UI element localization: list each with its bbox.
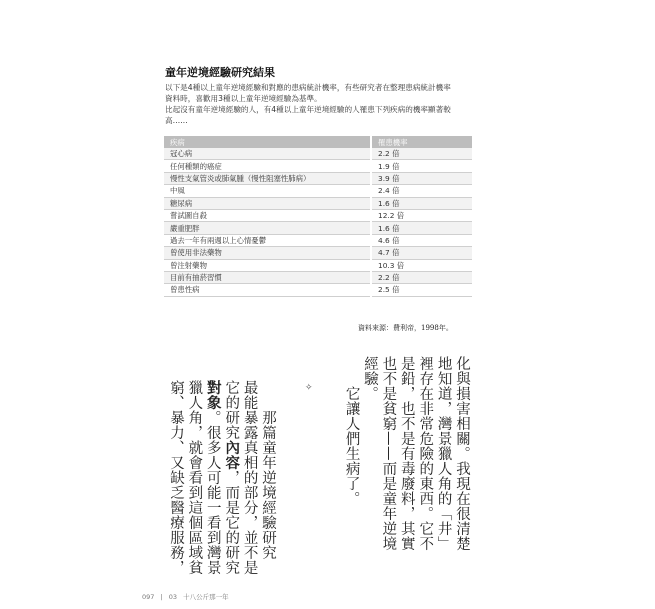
header-disease: 疾病 xyxy=(164,136,371,148)
table-row xyxy=(164,185,472,197)
table-row xyxy=(164,259,472,271)
disease-cell: 慢性支氣管炎或肺氣腫（慢性阻塞性肺病） xyxy=(164,172,371,184)
disease-cell: 曾患性病 xyxy=(164,284,371,296)
vertical-line: 經驗。 xyxy=(361,356,378,401)
intro-text xyxy=(165,82,495,126)
vertical-line: 最能暴露真相的部分，並不是 xyxy=(241,380,258,575)
vertical-text-right xyxy=(342,356,471,551)
disease-risk-table xyxy=(164,136,472,297)
risk-cell: 1.6 倍 xyxy=(371,222,472,234)
table-row xyxy=(164,271,472,283)
table-row xyxy=(164,234,472,246)
table-row xyxy=(164,172,472,184)
chapter-title: 十八公斤那一年 xyxy=(183,593,229,601)
vertical-line: 也不是貧窮——而是童年逆境 xyxy=(380,356,397,551)
disease-cell: 過去一年有兩週以上心情憂鬱 xyxy=(164,234,371,246)
disease-cell: 曾注射藥物 xyxy=(164,259,371,271)
table-row xyxy=(164,148,472,160)
vertical-line: 獵人角，就會看到這個區域貧 xyxy=(186,380,203,575)
table-row xyxy=(164,222,472,234)
risk-cell: 1.9 倍 xyxy=(371,160,472,172)
disease-cell: 中風 xyxy=(164,185,371,197)
vertical-line: 化與損害相關。我現在很清楚 xyxy=(454,356,470,551)
intro-line: 資料時，喜歡用3種以上童年逆境經驗為基準。 xyxy=(165,94,322,103)
page-number: 097 xyxy=(142,593,155,601)
risk-cell: 3.9 倍 xyxy=(371,172,472,184)
table-row xyxy=(164,160,472,172)
vertical-line: 那篇童年逆境經驗研究 xyxy=(260,380,276,560)
source-citation: 資料來源：費利帝，1998年。 xyxy=(358,324,453,332)
vertical-line: 是鉛，也不是有毒廢料，其實 xyxy=(398,356,415,551)
table-row xyxy=(164,247,472,259)
footer-divider: | xyxy=(160,593,163,601)
emphasis: 內容 xyxy=(223,440,241,470)
vertical-line: 地知道，灣景獵人角的「井」 xyxy=(435,356,452,551)
risk-cell: 2.2 倍 xyxy=(371,148,472,160)
chapter-number: 03 xyxy=(168,593,178,601)
vertical-line: 對象。很多人可能一看到灣景 xyxy=(204,380,222,575)
intro-line: 高…… xyxy=(165,116,188,125)
risk-cell: 4.7 倍 xyxy=(371,247,472,259)
section-title: 童年逆境經驗研究結果 xyxy=(165,66,275,79)
table-body xyxy=(164,148,472,296)
disease-cell: 目前有抽菸習慣 xyxy=(164,271,371,283)
table-row xyxy=(164,197,472,209)
table-row xyxy=(164,284,472,296)
risk-cell: 12.2 倍 xyxy=(371,209,472,221)
disease-cell: 任何種類的癌症 xyxy=(164,160,371,172)
table-header-row xyxy=(164,136,472,148)
vertical-line: 它讓人們生病了。 xyxy=(343,356,360,506)
vertical-line: 裡存在非常危險的東西。它不 xyxy=(417,356,434,551)
disease-cell: 曾使用非法藥物 xyxy=(164,247,371,259)
header-risk: 罹患機率 xyxy=(371,136,472,148)
vertical-line: 窮、暴力、又缺乏醫療服務， xyxy=(167,380,184,575)
intro-line: 比起沒有童年逆境經驗的人，有4種以上童年逆境經驗的人罹患下列疾病的機率顯著較 xyxy=(165,105,451,114)
risk-cell: 4.6 倍 xyxy=(371,234,472,246)
disease-cell: 嚴重肥胖 xyxy=(164,222,371,234)
risk-cell: 1.6 倍 xyxy=(371,197,472,209)
emphasis: 對象 xyxy=(204,380,222,410)
section-separator-icon: ✧ xyxy=(305,383,313,393)
disease-cell: 冠心病 xyxy=(164,148,371,160)
risk-cell: 10.3 倍 xyxy=(371,259,472,271)
disease-cell: 糖尿病 xyxy=(164,197,371,209)
risk-cell: 2.2 倍 xyxy=(371,271,472,283)
vertical-line: 它的研究內容，而是它的研究 xyxy=(223,380,241,575)
vertical-text-left xyxy=(167,380,277,575)
intro-line: 以下是4種以上童年逆境經驗和對應的患病統計機率，有些研究者在整理患病統計機率 xyxy=(165,83,451,92)
risk-cell: 2.5 倍 xyxy=(371,284,472,296)
page-footer xyxy=(142,592,233,601)
risk-cell: 2.4 倍 xyxy=(371,185,472,197)
table-row xyxy=(164,209,472,221)
disease-cell: 嘗試圖自殺 xyxy=(164,209,371,221)
